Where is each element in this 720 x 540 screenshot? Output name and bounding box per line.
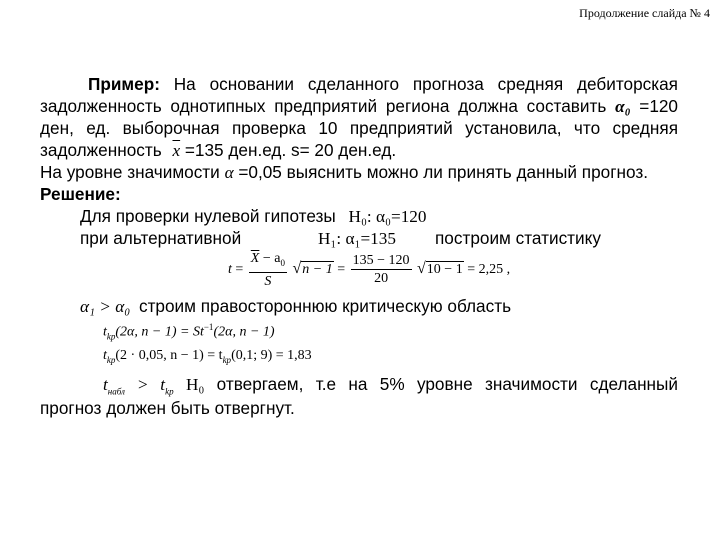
formula-sqrt-arg2: 10 − 1 <box>426 262 463 278</box>
critical-region-text: строим правостороннюю критическую область <box>138 296 512 316</box>
example-line-5 <box>40 162 678 183</box>
example-line-1 <box>40 74 678 95</box>
f2-sub: kp <box>106 354 116 365</box>
formula-frac-2 <box>351 252 412 287</box>
h1-hypothesis: H₁: α₁=135 <box>318 229 396 248</box>
alpha0-symbol: α₀ <box>615 97 631 116</box>
alpha-comparison: α₁ > α₀ <box>80 297 131 316</box>
f1-sup: −1 <box>203 322 214 332</box>
example-line-4 <box>40 140 678 161</box>
slide-continuation-header: Продолжение слайда № 4 <box>579 6 710 20</box>
h0-lead-text: Для проверки нулевой гипотезы <box>80 206 336 226</box>
example-text-4: задолженность <box>40 140 162 160</box>
sample-values: =135 ден.ед. s= 20 ден.ед. <box>180 140 397 160</box>
f3-h0: H₀ <box>185 375 205 394</box>
example-line-2 <box>40 96 678 117</box>
formula-sqrt-arg: n − 1 <box>302 262 333 278</box>
solution-label: Решение: <box>40 184 121 204</box>
f2-mid: (2 · 0,05, n − 1) = t <box>115 348 223 363</box>
example-text-2: задолженность однотипных предприятий региона должна составить <box>40 96 607 116</box>
example-text-5a: На уровне значимости <box>40 162 220 182</box>
formula-S: S <box>264 273 272 289</box>
f1-rhs: (2α, n − 1) <box>213 324 275 340</box>
example-text-1: На основании сделанного прогноза средняя дебиторская <box>159 74 678 94</box>
example-text-5b: =0,05 выяснить можно ли принять данный прогноз. <box>233 162 648 182</box>
critical-region-line <box>80 296 718 317</box>
f1-sub: kp <box>106 331 116 342</box>
f3-t: t <box>103 375 108 394</box>
formula-num2: 135 − 120 <box>352 253 410 269</box>
formula-t: t <box>228 262 232 278</box>
final-conclusion: прогноз должен быть отвергнут. <box>40 398 295 418</box>
forecast-value: =120 <box>630 96 678 116</box>
h0-hypothesis: H₀: α₀=120 <box>348 207 427 226</box>
f3-sub2: kp <box>165 386 174 397</box>
example-line-3: ден, ед. выборочная проверка 10 предприятий установила, что средняя <box>40 118 678 138</box>
rejection-ineq <box>103 375 174 397</box>
f3-gt: > t <box>124 375 166 394</box>
h0-line <box>80 206 718 227</box>
formula-result: = 2,25 , <box>467 262 511 278</box>
formula-frac-1 <box>249 250 287 290</box>
tkp-formula-2 <box>103 348 312 365</box>
xbar-symbol: $\overline{x}$ <box>172 141 181 160</box>
f2-sub2: kp <box>222 354 232 365</box>
f3-sub: набл <box>107 386 125 397</box>
formula-eq-2: = <box>337 262 346 278</box>
f1-t: t <box>103 324 107 340</box>
sqrt-icon-2: √ <box>417 260 426 278</box>
formula-a0-sub: 0 <box>280 257 285 268</box>
h1-tail-text: построим статистику <box>435 228 601 248</box>
formula-xbar: $\overline{X}$ <box>250 251 260 266</box>
sqrt-icon: √ <box>292 260 302 278</box>
formula-den2: 20 <box>374 271 389 287</box>
alpha-symbol: α <box>224 163 234 182</box>
formula-eq: = <box>235 262 244 278</box>
h1-line <box>80 228 718 249</box>
example-label: Пример: <box>88 74 160 94</box>
f2-t: t <box>103 348 107 363</box>
f2-rhs: (0,1; 9) = 1,83 <box>231 348 312 363</box>
f3-text: отвергаем, т.е на 5% уровне значимости сделанный <box>204 374 679 394</box>
tkp-formula-1 <box>103 322 275 341</box>
formula-minus-a: − a <box>259 251 281 266</box>
f1-mid: (2α, n − 1) = St <box>115 324 204 340</box>
t-statistic-formula <box>228 250 510 290</box>
h1-lead-text: при альтернативной <box>80 228 242 248</box>
